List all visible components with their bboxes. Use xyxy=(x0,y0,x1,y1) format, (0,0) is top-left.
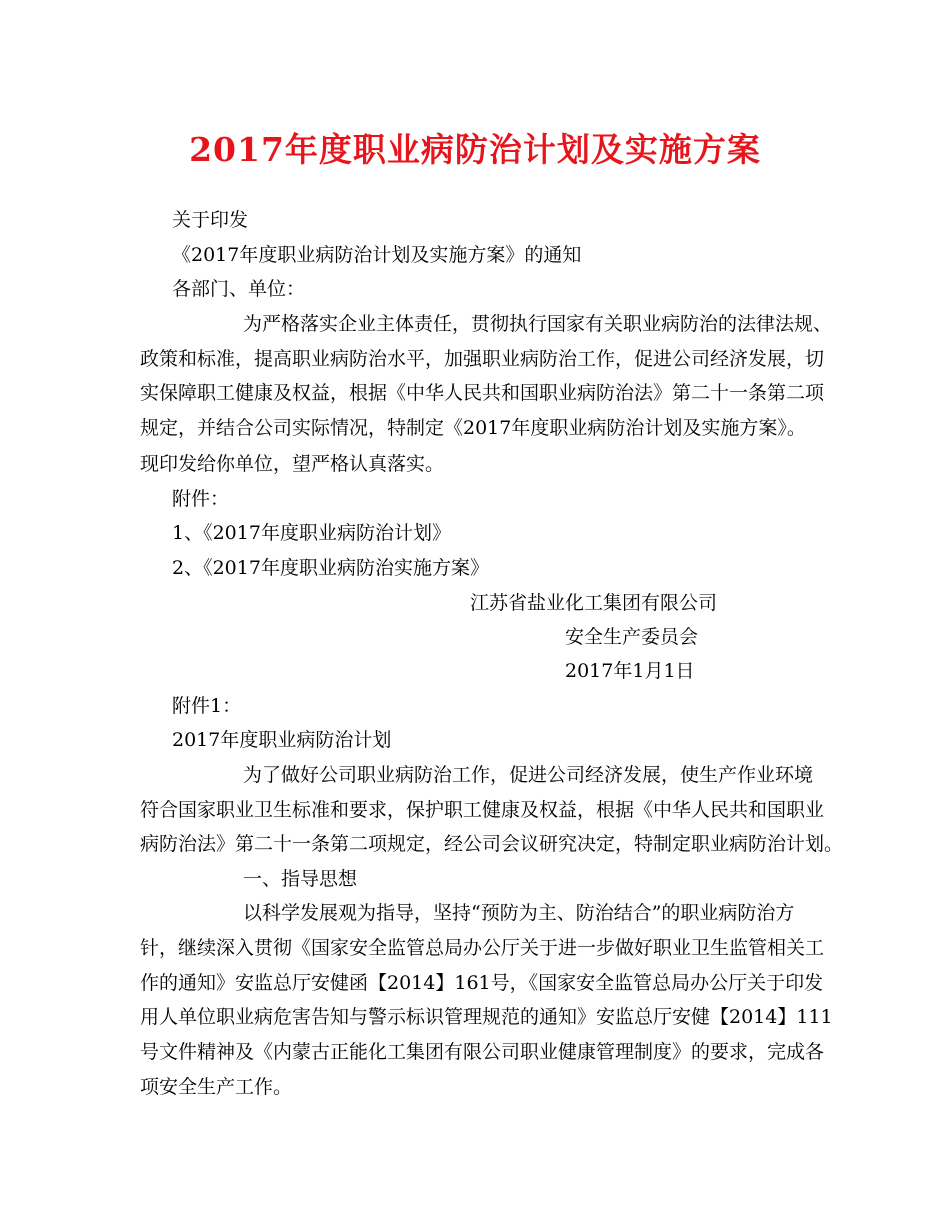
plan-paragraph-line: 符合国家职业卫生标准和要求，保护职工健康及权益，根据《中华人民共和国职业 xyxy=(140,799,825,821)
signature-date: 2017年1月1日 xyxy=(565,660,695,682)
section-paragraph-line: 用人单位职业病危害告知与警示标识管理规范的通知》安监总厅安健【2014】111 xyxy=(140,1006,833,1028)
plan-paragraph-line: 为了做好公司职业病防治工作，促进公司经济发展，使生产作业环境 xyxy=(243,764,814,786)
document-title: 2017年度职业病防治计划及实施方案 xyxy=(189,130,761,169)
section-paragraph-line: 针，继续深入贯彻《国家安全监管总局办公厅关于进一步做好职业卫生监管相关工 xyxy=(140,937,825,959)
attachment-item: 1、《2017年度职业病防治计划》 xyxy=(172,522,451,544)
intro-paragraph-line: 实保障职工健康及权益，根据《中华人民共和国职业病防治法》第二十一条第二项 xyxy=(140,382,825,404)
attachment1-heading: 2017年度职业病防治计划 xyxy=(172,729,392,751)
attachment1-label: 附件1： xyxy=(172,695,242,717)
section-paragraph-line: 项安全生产工作。 xyxy=(140,1076,293,1098)
intro-paragraph-line: 政策和标准，提高职业病防治水平，加强职业病防治工作，促进公司经济发展，切 xyxy=(140,348,825,370)
header-line: 关于印发 xyxy=(172,209,249,231)
intro-paragraph-line: 为严格落实企业主体责任，贯彻执行国家有关职业病防治的法律法规、 xyxy=(243,313,833,335)
section-heading: 一、指导思想 xyxy=(243,868,358,890)
signature-company: 江苏省盐业化工集团有限公司 xyxy=(470,592,718,614)
section-paragraph-line: 以科学发展观为指导，坚持“预防为主、防治结合”的职业病防治方 xyxy=(243,902,795,924)
header-line: 《2017年度职业病防治计划及实施方案》的通知 xyxy=(172,244,582,266)
section-paragraph-line: 作的通知》安监总厅安健函【2014】161号，《国家安全监管总局办公厅关于印发 xyxy=(140,972,824,994)
attachments-label: 附件： xyxy=(172,488,230,510)
section-paragraph-line: 号文件精神及《内蒙古正能化工集团有限公司职业健康管理制度》的要求，完成各 xyxy=(140,1041,825,1063)
intro-paragraph-line: 规定，并结合公司实际情况，特制定《2017年度职业病防治计划及实施方案》。 xyxy=(140,417,806,439)
signature-committee: 安全生产委员会 xyxy=(565,626,699,648)
plan-paragraph-line: 病防治法》第二十一条第二项规定，经公司会议研究决定，特制定职业病防治计划。 xyxy=(140,833,844,855)
intro-paragraph-line: 现印发给你单位，望严格认真落实。 xyxy=(140,453,445,475)
attachment-item: 2、《2017年度职业病防治实施方案》 xyxy=(172,557,489,579)
salutation: 各部门、单位： xyxy=(172,278,306,300)
